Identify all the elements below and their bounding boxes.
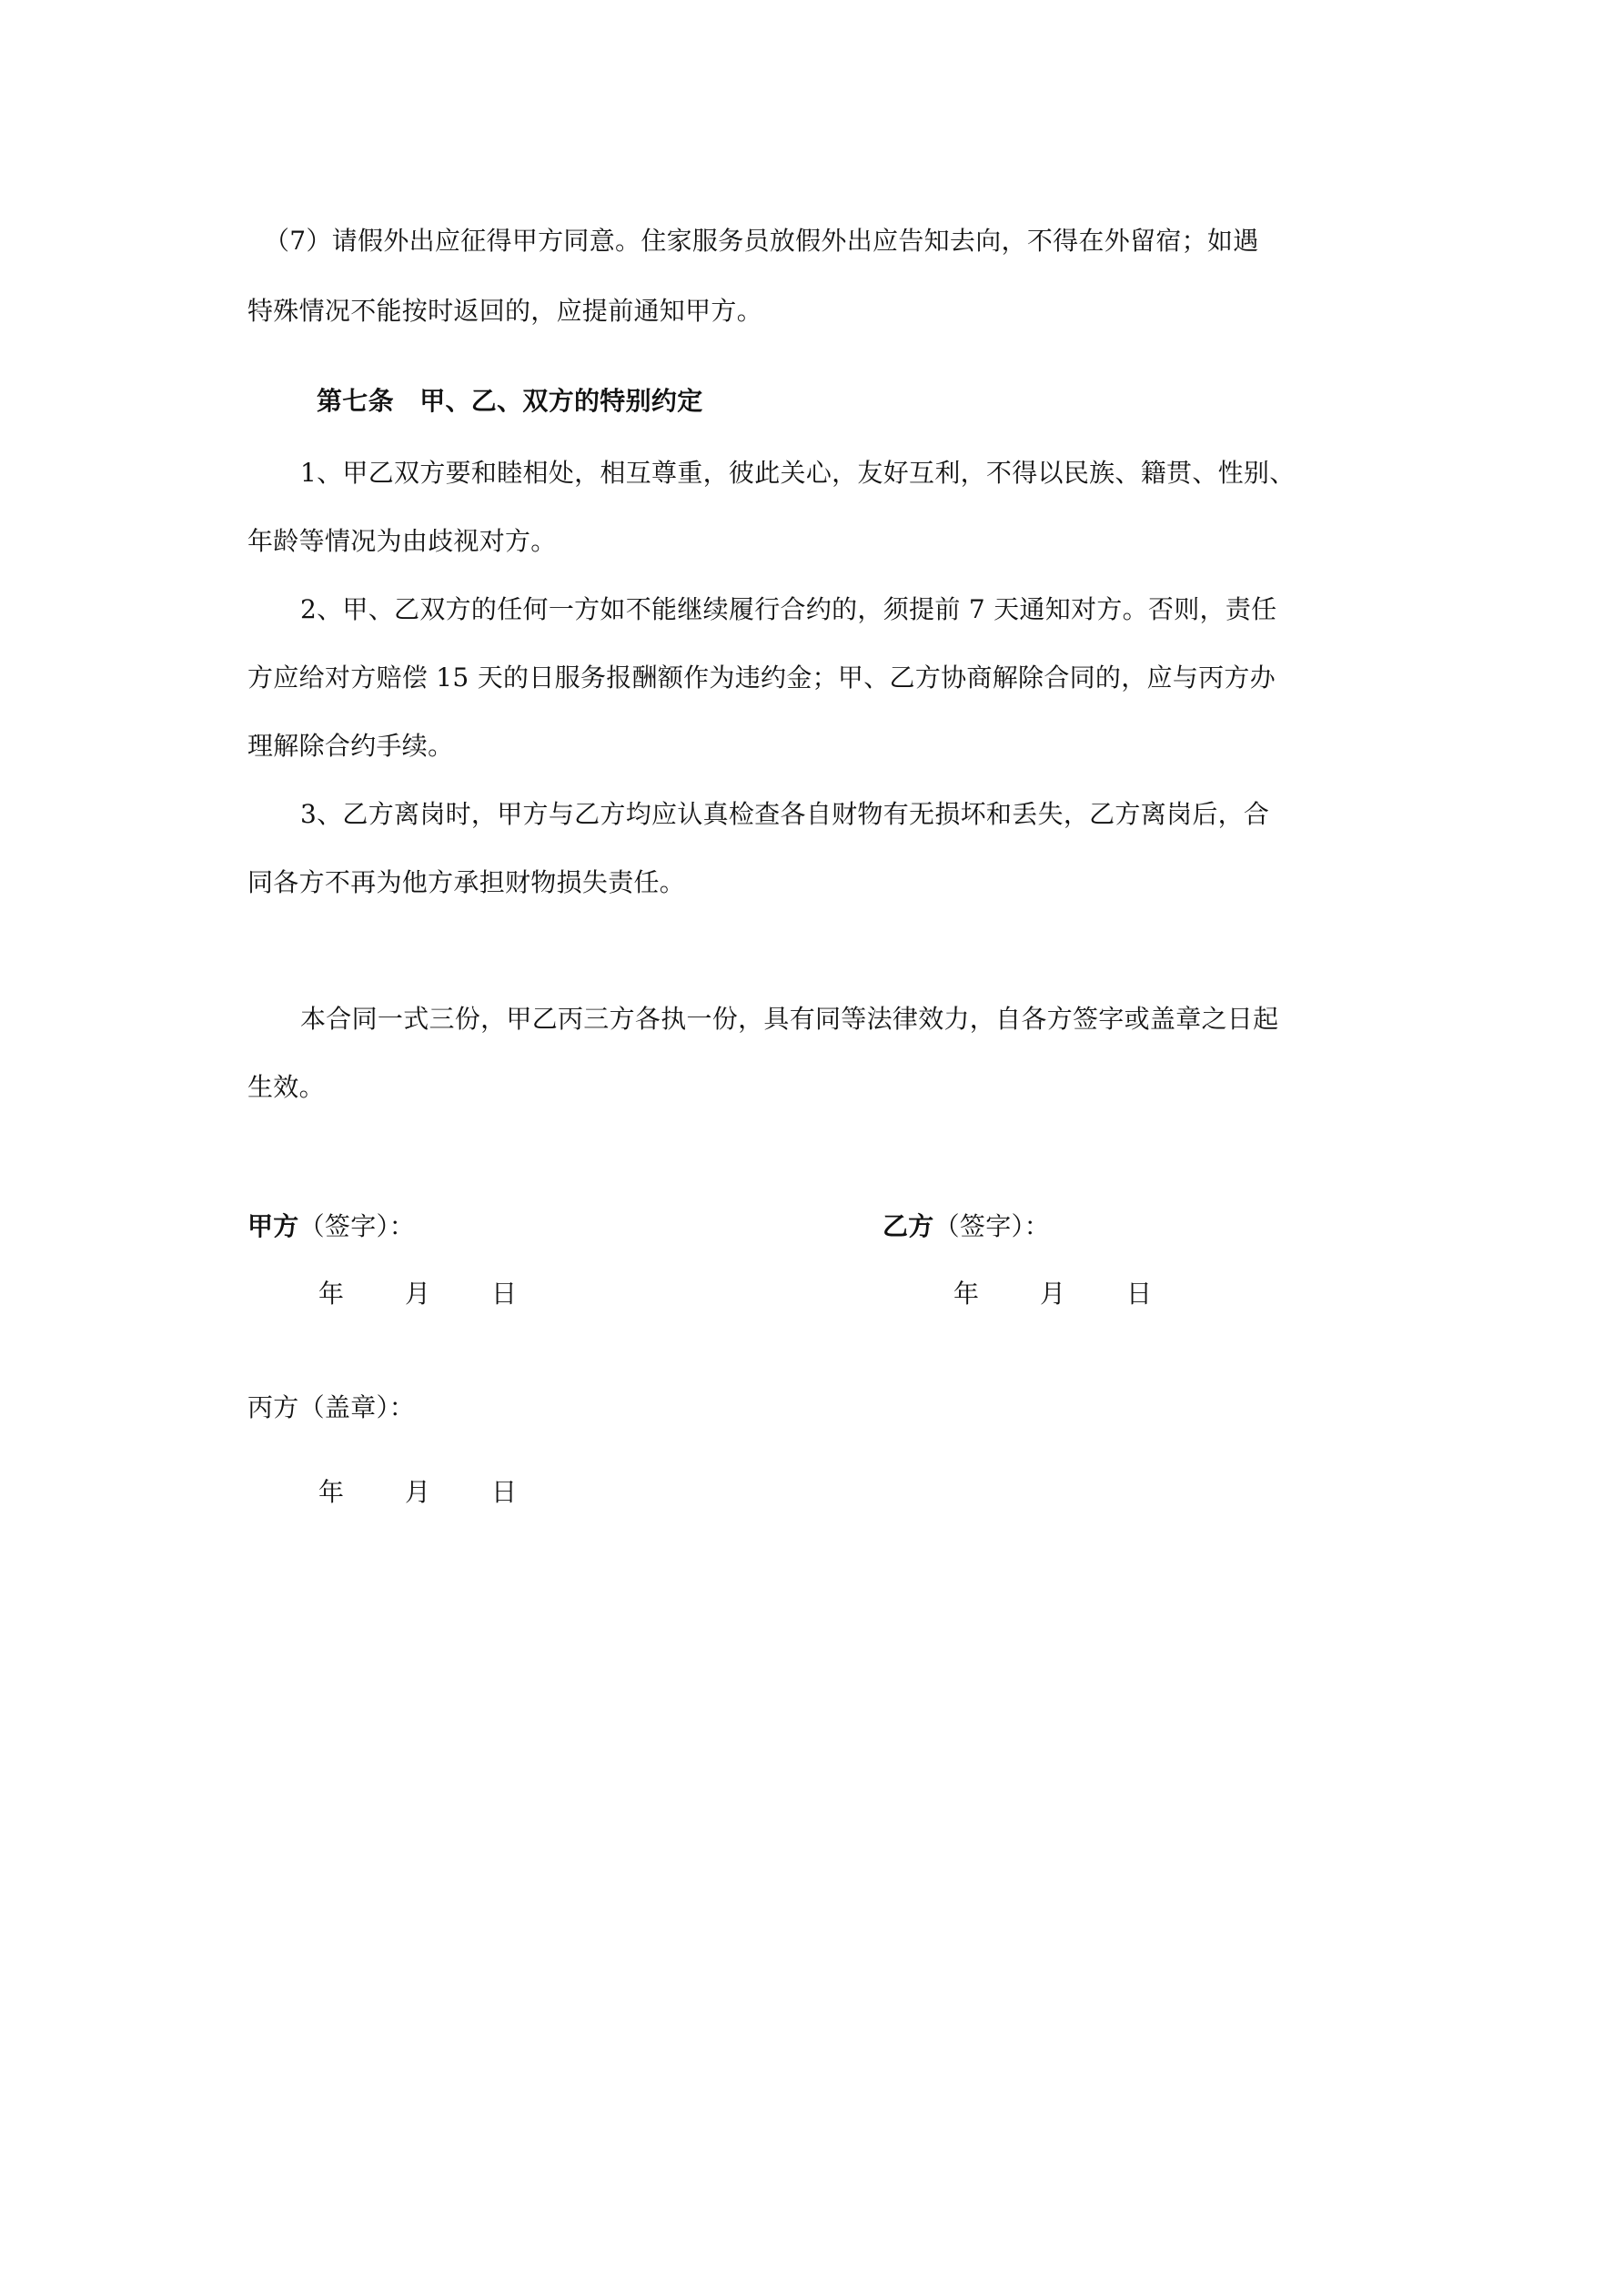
party-b-day: 日	[1126, 1279, 1153, 1309]
closing-line2: 生效。	[247, 1072, 325, 1102]
closing-line1: 本合同一式三份，甲乙丙三方各执一份，具有同等法律效力，自各方签字或盖章之日起	[300, 1004, 1279, 1034]
clause6-item7-line2: 特殊情况不能按时返回的，应提前通知甲方。	[247, 296, 763, 326]
party-b-signature-label	[883, 1209, 1050, 1245]
party-c-day: 日	[491, 1477, 518, 1507]
party-c-year: 年	[318, 1477, 345, 1507]
party-b-month: 月	[1040, 1279, 1066, 1309]
party-a-signature-label	[247, 1209, 415, 1245]
party-c-seal-label: 丙方（盖章）：	[247, 1392, 416, 1422]
clause7-item3-line2: 同各方不再为他方承担财物损失责任。	[247, 867, 686, 897]
party-b-year: 年	[953, 1279, 980, 1309]
party-c-month: 月	[405, 1477, 431, 1507]
clause7-item1-line2: 年龄等情况为由歧视对方。	[247, 526, 557, 556]
party-a-year: 年	[318, 1279, 345, 1309]
party-b-sign-suffix: （签字）：	[933, 1211, 1051, 1241]
clause7-heading: 第七条 甲、乙、双方的特别约定	[317, 386, 703, 416]
clause6-item7-line1: （7）请假外出应征得甲方同意。住家服务员放假外出应告知去向，不得在外留宿；如遇	[264, 226, 1259, 256]
clause7-item1-line1: 1、甲乙双方要和睦相处，相互尊重，彼此关心，友好互利，不得以民族、籍贯、性别、	[300, 458, 1296, 488]
party-a-sign-suffix: （签字）：	[298, 1211, 416, 1241]
clause7-item2-line3: 理解除合约手续。	[247, 731, 454, 761]
party-b-name: 乙方	[883, 1211, 934, 1241]
clause7-item3-line1: 3、乙方离岗时，甲方与乙方均应认真检查各自财物有无损坏和丢失，乙方离岗后，合	[300, 799, 1270, 829]
clause7-item2-line1: 2、甲、乙双方的任何一方如不能继续履行合约的，须提前 7 天通知对方。否则，责任	[300, 594, 1277, 624]
party-a-name: 甲方	[247, 1211, 299, 1241]
clause7-item2-line2: 方应给对方赔偿 15 天的日服务报酬额作为违约金；甲、乙方协商解除合同的，应与丙方办	[247, 663, 1276, 693]
party-a-month: 月	[405, 1279, 431, 1309]
party-a-day: 日	[491, 1279, 518, 1309]
